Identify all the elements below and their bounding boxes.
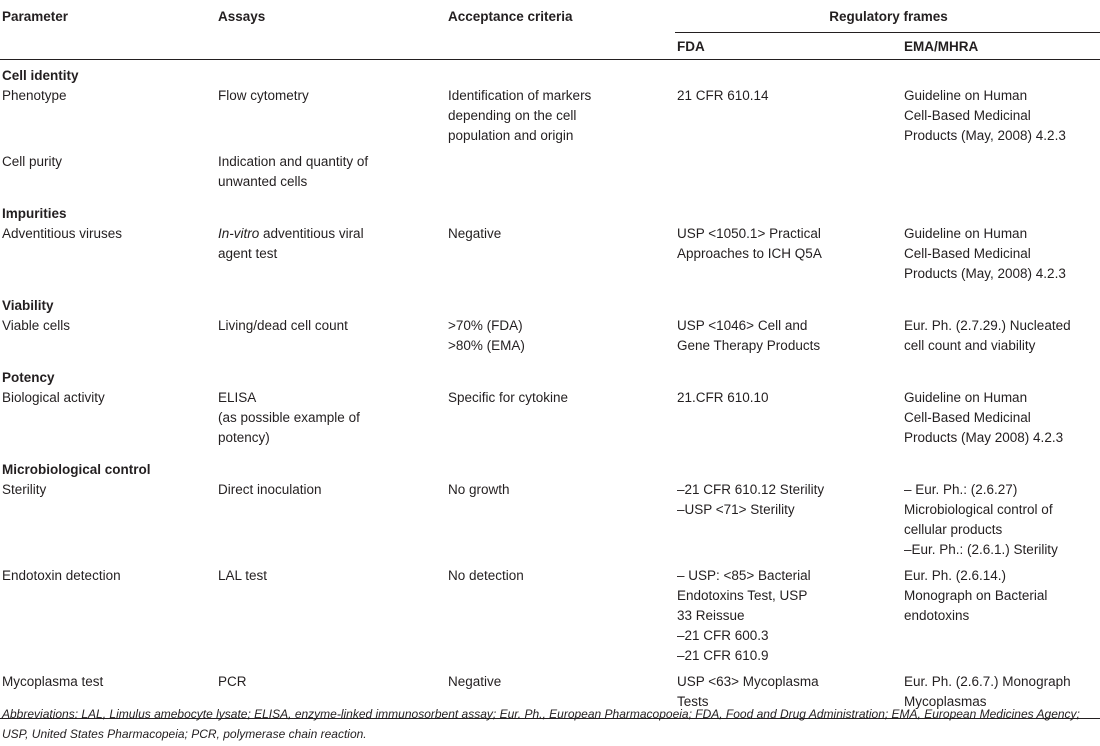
header-assays: Assays	[218, 9, 266, 24]
fda-cell	[675, 388, 902, 454]
cell-line: – USP: <85> Bacterial	[677, 568, 811, 583]
cell-text: adventitious viral	[259, 226, 364, 241]
cell-line: 33 Reissue	[677, 608, 745, 623]
acceptance-cell	[446, 388, 675, 454]
section-row	[0, 362, 1100, 388]
cell-line: –21 CFR 600.3	[677, 628, 769, 643]
cell-line: 21 CFR 610.14	[677, 88, 769, 103]
cell-line: unwanted cells	[218, 174, 308, 189]
cell-line: Negative	[448, 226, 502, 241]
parameter-cell	[0, 152, 216, 198]
footnote: Abbreviations: LAL, Limulus amebocyte lysate; ELISA, enzyme-linked immunosorbent assay; Eur. Ph., European Pharmacopoeia; FDA, Food and Drug Administration; EMA, European Medicines Agency; USP, United States Pharmacopeia; PCR, polymerase chain reaction.	[2, 707, 1080, 741]
cell-line: Eur. Ph. (2.6.7.) Monograph	[904, 674, 1071, 689]
section-row	[0, 454, 1100, 480]
acceptance-cell	[446, 316, 675, 362]
acceptance-cell	[446, 566, 675, 672]
cell-line: Products (May 2008) 4.2.3	[904, 430, 1064, 445]
assays-cell	[216, 224, 446, 290]
assays-cell	[216, 388, 446, 454]
cell-line: USP <1050.1> Practical	[677, 226, 821, 241]
cell-line: Mycoplasmas	[904, 694, 987, 709]
cell-line: Products (May, 2008) 4.2.3	[904, 266, 1066, 281]
cell-line: >80% (EMA)	[448, 338, 525, 353]
cell-line: PCR	[218, 674, 247, 689]
cell-line: Eur. Ph. (2.6.14.)	[904, 568, 1007, 583]
cell-line: No growth	[448, 482, 510, 497]
table-row	[0, 316, 1100, 362]
acceptance-cell	[446, 224, 675, 290]
parameter-cell	[0, 480, 216, 566]
cell-line: USP <1046> Cell and	[677, 318, 808, 333]
cell-line: Monograph on Bacterial	[904, 588, 1048, 603]
cell-line: Microbiological control of	[904, 502, 1053, 517]
assays-cell	[216, 86, 446, 152]
cell-line: Specific for cytokine	[448, 390, 569, 405]
cell-line: Guideline on Human	[904, 226, 1028, 241]
header-parameter: Parameter	[2, 9, 69, 24]
ema-cell	[902, 388, 1100, 454]
acceptance-cell	[446, 152, 675, 198]
cell-line: endotoxins	[904, 608, 970, 623]
cell-line: ELISA	[218, 390, 257, 405]
cell-line: –21 CFR 610.9	[677, 648, 769, 663]
header-fda: FDA	[677, 39, 705, 54]
parameter-cell	[0, 316, 216, 362]
parameter-cell	[0, 224, 216, 290]
assays-cell	[216, 566, 446, 672]
assays-cell	[216, 152, 446, 198]
cell-line: Biological activity	[2, 390, 105, 405]
header-acceptance-criteria: Acceptance criteria	[448, 9, 573, 24]
italic-prefix: In-vitro	[218, 226, 260, 241]
cell-line: Mycoplasma test	[2, 674, 104, 689]
cell-line: No detection	[448, 568, 524, 583]
fda-cell	[675, 480, 902, 566]
cell-line: population and origin	[448, 128, 574, 143]
ema-cell	[902, 480, 1100, 566]
cell-line: Eur. Ph. (2.7.29.) Nucleated	[904, 318, 1071, 333]
assays-cell	[216, 480, 446, 566]
cell-line: Guideline on Human	[904, 390, 1028, 405]
cell-line: >70% (FDA)	[448, 318, 523, 333]
cell-line: Cell-Based Medicinal	[904, 246, 1031, 261]
cell-line: Negative	[448, 674, 502, 689]
table-row	[0, 86, 1100, 152]
fda-cell	[675, 152, 902, 198]
cell-line: depending on the cell	[448, 108, 577, 123]
ema-cell	[902, 152, 1100, 198]
ema-cell	[902, 224, 1100, 290]
section-row	[0, 198, 1100, 224]
cell-line: cellular products	[904, 522, 1003, 537]
table-row	[0, 152, 1100, 198]
cell-line: Identification of markers	[448, 88, 592, 103]
cell-line: Guideline on Human	[904, 88, 1028, 103]
cell-line: –USP <71> Sterility	[677, 502, 795, 517]
cell-line: Tests	[677, 694, 709, 709]
cell-line: –21 CFR 610.12 Sterility	[677, 482, 825, 497]
fda-cell	[675, 316, 902, 362]
section-row	[0, 60, 1100, 87]
cell-line: – Eur. Ph.: (2.6.27)	[904, 482, 1018, 497]
cell-line: Products (May, 2008) 4.2.3	[904, 128, 1066, 143]
parameter-cell	[0, 566, 216, 672]
cell-line: cell count and viability	[904, 338, 1036, 353]
acceptance-cell	[446, 86, 675, 152]
table-row	[0, 388, 1100, 454]
cell-line: Approaches to ICH Q5A	[677, 246, 822, 261]
ema-cell	[902, 86, 1100, 152]
acceptance-cell	[446, 480, 675, 566]
table-row	[0, 480, 1100, 566]
section-title: Viability	[2, 298, 54, 313]
table-row	[0, 566, 1100, 672]
cell-line: Phenotype	[2, 88, 67, 103]
cell-line: Indication and quantity of	[218, 154, 369, 169]
cell-line: 21.CFR 610.10	[677, 390, 769, 405]
table-row	[0, 224, 1100, 290]
cell-line: Adventitious viruses	[2, 226, 123, 241]
cell-line: USP <63> Mycoplasma	[677, 674, 819, 689]
section-title: Cell identity	[2, 68, 79, 83]
fda-cell	[675, 566, 902, 672]
ema-cell	[902, 566, 1100, 672]
section-row	[0, 290, 1100, 316]
header-ema-mhra: EMA/MHRA	[904, 39, 979, 54]
fda-cell	[675, 86, 902, 152]
cell-line: –Eur. Ph.: (2.6.1.) Sterility	[904, 542, 1058, 557]
cell-line: Cell purity	[2, 154, 63, 169]
parameter-cell	[0, 388, 216, 454]
ema-cell	[902, 316, 1100, 362]
cell-line: Gene Therapy Products	[677, 338, 821, 353]
assays-cell	[216, 316, 446, 362]
cell-line: potency)	[218, 430, 270, 445]
cell-line: LAL test	[218, 568, 268, 583]
fda-cell	[675, 224, 902, 290]
cell-line: Cell-Based Medicinal	[904, 410, 1031, 425]
section-title: Microbiological control	[2, 462, 151, 477]
cell-line: Endotoxins Test, USP	[677, 588, 808, 603]
cell-line: Sterility	[2, 482, 47, 497]
cell-line: Cell-Based Medicinal	[904, 108, 1031, 123]
cell-line: Flow cytometry	[218, 88, 309, 103]
cell-line: Direct inoculation	[218, 482, 322, 497]
cell-line: Viable cells	[2, 318, 71, 333]
cell-line: (as possible example of	[218, 410, 360, 425]
section-title: Potency	[2, 370, 55, 385]
section-title: Impurities	[2, 206, 67, 221]
cell-line	[218, 224, 446, 244]
cell-line: agent test	[218, 246, 278, 261]
parameter-cell	[0, 86, 216, 152]
cell-line: Living/dead cell count	[218, 318, 348, 333]
cell-line: Endotoxin detection	[2, 568, 121, 583]
header-regulatory-frames: Regulatory frames	[675, 0, 1100, 33]
